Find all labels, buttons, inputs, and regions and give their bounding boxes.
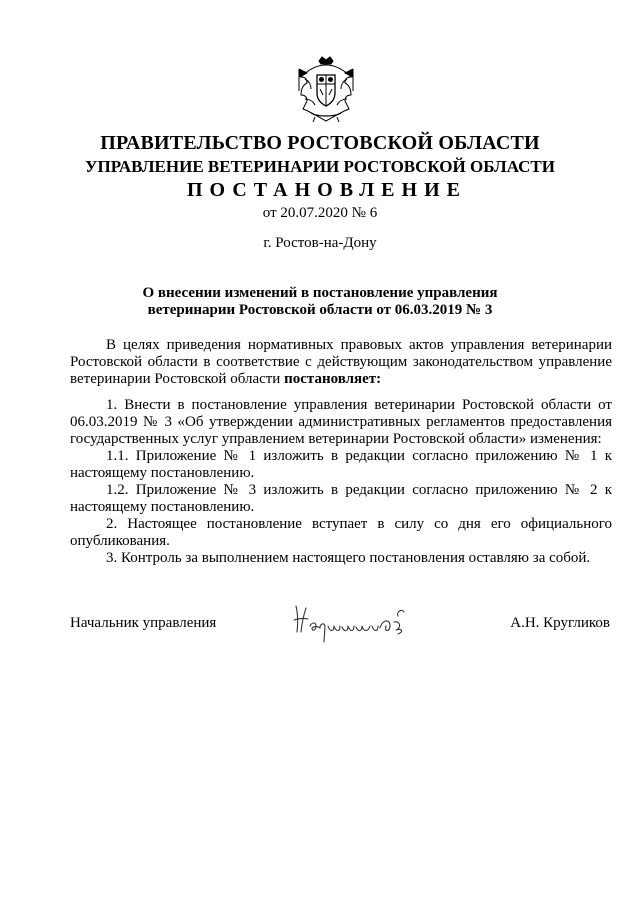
resolution-item: 1.1. Приложение № 1 изложить в редакции согласно приложению № 1 к настоящему постановлению.	[70, 448, 612, 481]
resolution-items	[70, 397, 612, 567]
preamble-paragraph	[70, 337, 612, 388]
government-title: ПРАВИТЕЛЬСТВО РОСТОВСКОЙ ОБЛАСТИ	[100, 132, 540, 154]
handwritten-signature	[290, 598, 440, 644]
document-date-number: от 20.07.2020 № 6	[262, 205, 378, 221]
document-subject	[0, 285, 640, 319]
coat-of-arms-icon	[295, 55, 357, 125]
signatory-position: Начальник управления	[70, 615, 217, 631]
subject-line-2: ветеринарии Ростовской области от 06.03.2019 № 3	[147, 302, 493, 318]
resolution-item: 3. Контроль за выполнением настоящего постановления оставляю за собой.	[106, 550, 591, 566]
department-title: УПРАВЛЕНИЕ ВЕТЕРИНАРИИ РОСТОВСКОЙ ОБЛАСТИ	[85, 157, 555, 176]
resolution-item: 2. Настоящее постановление вступает в силу со дня его официального опубликования.	[70, 516, 612, 549]
resolution-item: 1. Внести в постановление управления ветеринарии Ростовской области от 06.03.2019 № 3 «Об утверждении административных регламентов предоставления государственных услуг управлением ветеринарии Ростовской области» изменения:	[70, 397, 612, 447]
subject-line-1: О внесении изменений в постановление управления	[142, 285, 498, 301]
preamble-resolves: постановляет:	[284, 371, 382, 387]
resolution-item: 1.2. Приложение № 3 изложить в редакции согласно приложению № 2 к настоящему постановлению.	[70, 482, 612, 515]
document-type-title: ПОСТАНОВЛЕНИЕ	[187, 179, 467, 201]
document-city: г. Ростов-на-Дону	[263, 235, 377, 251]
preamble-text: В целях приведения нормативных правовых актов управления ветеринарии Ростовской области в соответствие с действующим законодательством управление ветеринарии Ростовской области	[70, 337, 612, 387]
signatory-name: А.Н. Кругликов	[510, 615, 610, 631]
